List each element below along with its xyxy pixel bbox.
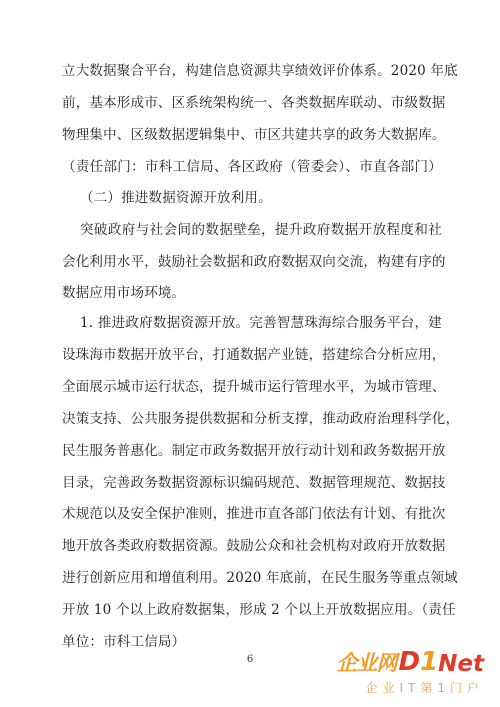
paragraph-line: 决策支持、公共服务提供数据和分析支撑，推动政府治理科学化，	[62, 411, 460, 427]
paragraph-line: 物理集中、区级数据逻辑集中、市区共建共享的政务大数据库。	[62, 127, 446, 143]
watermark-tagline: 企业IT第1门户	[365, 681, 484, 695]
paragraph-line: 地开放各类政府数据资源。鼓励公众和社会机构对政府开放数据	[62, 538, 446, 554]
watermark-d-letter: D	[398, 647, 421, 677]
paragraph-line: 会化利用水平，鼓励社会数据和政府数据双向交流，构建有序的	[62, 254, 446, 270]
paragraph-line: 单位：市科工信局）	[62, 634, 186, 650]
watermark-net-text: Net	[438, 651, 484, 677]
paragraph-line: 1. 推进政府数据资源开放。完善智慧珠海综合服务平台，建	[80, 315, 442, 331]
paragraph-line: 进行创新应用和增值利用。2020 年底前，在民生服务等重点领域	[62, 570, 458, 586]
watermark-i-letter: 1	[420, 647, 439, 677]
watermark-cn-text: 企业网	[336, 651, 397, 675]
paragraph-line: 设珠海市数据开放平台，打通数据产业链，搭建综合分析应用，	[62, 347, 446, 363]
paragraph-line: 民生服务普惠化。制定市政务数据开放行动计划和政务数据开放	[62, 443, 446, 459]
paragraph-line: 前，基本形成市、区系统架构统一、各类数据库联动、市级数据	[62, 95, 446, 111]
section-heading: （二）推进数据资源开放利用。	[80, 190, 272, 206]
paragraph-line: （责任部门：市科工信局、各区政府（管委会）、市直各部门）	[62, 159, 442, 175]
watermark-logo	[320, 647, 490, 699]
paragraph-line: 数据应用市场环境。	[62, 285, 186, 301]
watermark-logo-mark	[336, 647, 484, 677]
paragraph-line: 目录，完善政务数据资源标识编码规范、数据管理规范、数据技	[62, 475, 446, 491]
paragraph-line: 术规范以及安全保护准则，推进市直各部门依法有计划、有批次	[62, 506, 446, 522]
page-number: 6	[246, 654, 254, 665]
paragraph-line: 开放 10 个以上政府数据集，形成 2 个以上开放数据应用。（责任	[62, 602, 456, 618]
paragraph-line: 全面展示城市运行状态，提升城市运行管理水平，为城市管理、	[62, 379, 446, 395]
paragraph-line: 突破政府与社会间的数据壁垒，提升政府数据开放程度和社	[80, 222, 442, 238]
paragraph-line: 立大数据聚合平台，构建信息资源共享绩效评价体系。2020 年底	[62, 63, 458, 79]
